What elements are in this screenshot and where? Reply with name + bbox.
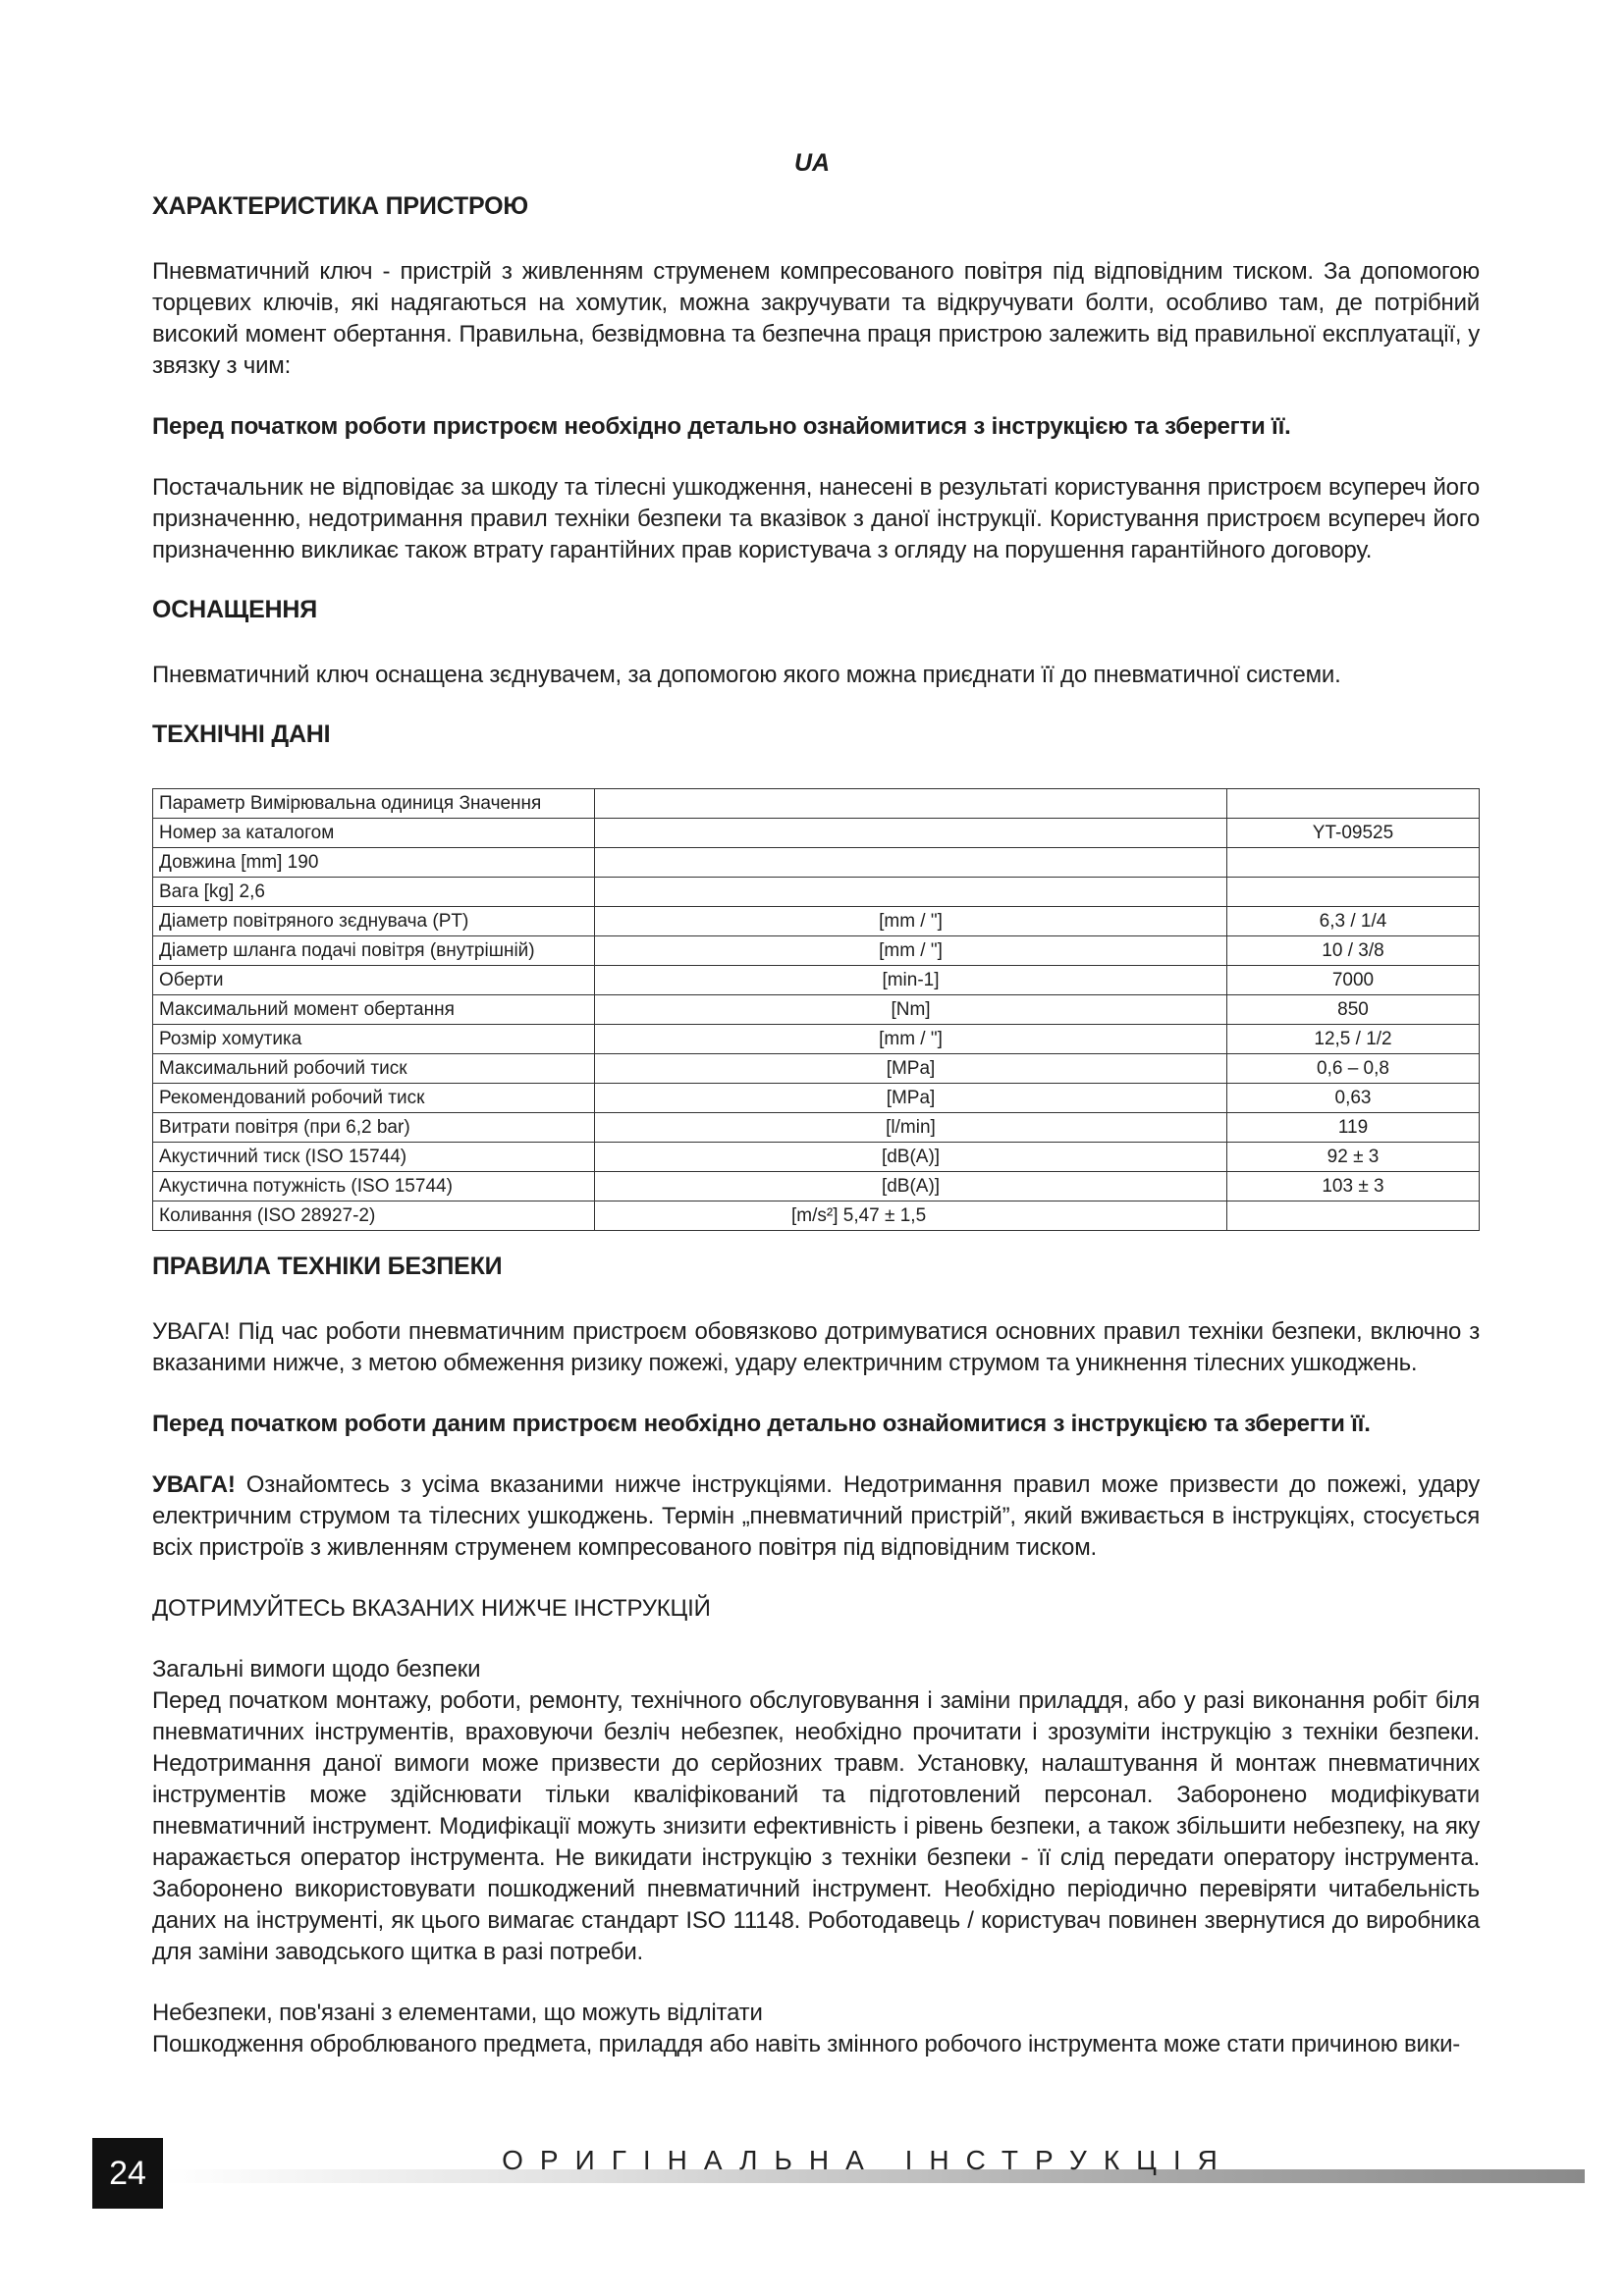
table-cell: [mm / "] [595, 936, 1227, 966]
page-number: 24 [92, 2138, 163, 2209]
table-cell: [min-1] [595, 966, 1227, 995]
table-cell: Розмір хомутика [153, 1025, 595, 1054]
table-cell: 850 [1227, 995, 1480, 1025]
language-code: UA [793, 149, 831, 177]
table-cell: Номер за каталогом [153, 819, 595, 848]
table-cell [595, 848, 1227, 878]
liability-note: Постачальник не відповідає за шкоду та тілесні ушкодження, нанесені в результаті користування пристроєм всупереч його призначенню, недотримання правил техніки безпеки та вказівок з даної інструкції. Користування пристроєм всупереч його призначенню викликає також втрату гарантійних прав користувача з огляду на порушення гарантійного договору. [152, 474, 1480, 563]
flying-parts-text: Пошкодження оброблюваного предмета, приладдя або навіть змінного робочого інструмента може стати причиною вики- [152, 2031, 1461, 2057]
table-cell: [dB(A)] [595, 1143, 1227, 1172]
table-cell: 119 [1227, 1113, 1480, 1143]
read-instructions-note: Перед початком роботи пристроєм необхідно детально ознайомитися з інструкцією та зберегти її. [152, 413, 1291, 440]
equipment-description: Пневматичний ключ оснащена зєднувачем, за допомогою якого можна приєднати її до пневматичної системи. [152, 662, 1341, 688]
table-cell: [mm / "] [595, 1025, 1227, 1054]
table-row [153, 1054, 1480, 1084]
table-cell: 12,5 / 1/2 [1227, 1025, 1480, 1054]
flying-parts-title: Небезпеки, пов'язані з елементами, що можуть відлітати [152, 2000, 763, 2026]
table-row [153, 848, 1480, 878]
table-cell: [l/min] [595, 1113, 1227, 1143]
table-cell: Коливання (ISO 28927-2) [153, 1201, 595, 1231]
follow-instructions-heading: ДОТРИМУЙТЕСЬ ВКАЗАНИХ НИЖЧЕ ІНСТРУКЦІЙ [152, 1595, 711, 1622]
footer-title: ОРИГІНАЛЬНА ІНСТРУКЦІЯ [502, 2145, 1234, 2175]
page-footer [92, 2138, 1585, 2209]
table-cell [595, 789, 1227, 819]
table-row [153, 1084, 1480, 1113]
page-content [152, 192, 1480, 2060]
table-cell: 0,63 [1227, 1084, 1480, 1113]
table-row [153, 1113, 1480, 1143]
table-row [153, 1201, 1480, 1231]
table-cell: [MPa] [595, 1084, 1227, 1113]
table-cell: Акустичний тиск (ISO 15744) [153, 1143, 595, 1172]
table-row [153, 1025, 1480, 1054]
table-row [153, 789, 1480, 819]
table-cell: Оберти [153, 966, 595, 995]
table-row [153, 878, 1480, 907]
table-cell: [dB(A)] [595, 1172, 1227, 1201]
table-cell: Довжина [mm] 190 [153, 848, 595, 878]
table-cell: Акустична потужність (ISO 15744) [153, 1172, 595, 1201]
table-cell: 103 ± 3 [1227, 1172, 1480, 1201]
attention-paragraph [152, 1469, 1480, 1564]
general-safety-title: Загальні вимоги щодо безпеки [152, 1656, 481, 1682]
table-cell: Діаметр шланга подачі повітря (внутрішній) [153, 936, 595, 966]
general-safety-text: Перед початком монтажу, роботи, ремонту, технічного обслуговування і заміни приладдя, або у разі виконання робіт біля пневматичних інструментів, враховуючи безліч небезпек, необхідно прочитати і зрозуміти інструкцію з техніки безпеки. Недотримання даної вимоги може призвести до серйозних травм. Установку, налаштування й монтаж пневматичних інструментів може здійснювати тільки кваліфікований та підготовлений персонал. Заборонено модифікувати пневматичний інструмент. Модифікації можуть знизити ефективність і рівень безпеки, а також збільшити небезпеку, на яку наражається оператор інструмента. Не викидати інструкцію з техніки безпеки - її слід передати оператору інструмента. Заборонено використовувати пошкоджений пневматичний інструмент. Необхідно періодично перевіряти читабельність даних на інструменті, як цього вимагає стандарт ISO 11148. Роботодавець / користувач повинен звернутися до виробника для заміни заводського щитка в разі потреби. [152, 1687, 1480, 1965]
table-cell: 10 / 3/8 [1227, 936, 1480, 966]
table-cell: Вага [kg] 2,6 [153, 878, 595, 907]
table-cell: 7000 [1227, 966, 1480, 995]
table-cell [1227, 878, 1480, 907]
table-cell [595, 819, 1227, 848]
device-description: Пневматичний ключ - пристрій з живленням струменем компресованого повітря під відповідним тиском. За допомогою торцевих ключів, які надягаються на хомутик, можна закручувати та відкручувати болти, особливо там, де потрібний високий момент обертання. Правильна, безвідмовна та безпечна праця пристрою залежить від правильної експлуатації, у звязку з чим: [152, 258, 1480, 379]
table-cell: [MPa] [595, 1054, 1227, 1084]
table-cell: [m/s²] 5,47 ± 1,5 [595, 1201, 1227, 1231]
table-cell [1227, 1201, 1480, 1231]
attention-text: Ознайомтесь з усіма вказаними нижче інструкціями. Недотримання правил може призвести до пожежі, удару електричним струмом та тілесних ушкоджень. Термін „пневматичний пристрій”, який вживається в інструкціях, стосується всіх пристроїв з живленням струменем компресованого повітря під відповідним тиском. [152, 1471, 1480, 1561]
table-cell: 92 ± 3 [1227, 1143, 1480, 1172]
section-title-tech-data: ТЕХНІЧНІ ДАНІ [152, 721, 331, 748]
attention-label: УВАГА! [152, 1471, 236, 1498]
table-row [153, 936, 1480, 966]
table-row [153, 1172, 1480, 1201]
table-cell [1227, 848, 1480, 878]
table-cell: Витрати повітря (при 6,2 bar) [153, 1113, 595, 1143]
section-title-equipment: ОСНАЩЕННЯ [152, 596, 318, 623]
table-cell: YT-09525 [1227, 819, 1480, 848]
table-cell: 6,3 / 1/4 [1227, 907, 1480, 936]
table-cell: [mm / "] [595, 907, 1227, 936]
safety-warning: УВАГА! Під час роботи пневматичним пристроєм обовязково дотримуватися основних правил техніки безпеки, включно з вказаними нижче, з метою обмеження ризику пожежі, удару електричним струмом та уникнення тілесних ушкоджень. [152, 1318, 1480, 1376]
table-row [153, 1143, 1480, 1172]
table-cell: Діаметр повітряного зєднувача (PT) [153, 907, 595, 936]
table-row [153, 819, 1480, 848]
table-row [153, 966, 1480, 995]
table-cell: [Nm] [595, 995, 1227, 1025]
table-cell: 0,6 – 0,8 [1227, 1054, 1480, 1084]
tech-data-table [152, 788, 1480, 1231]
table-row [153, 995, 1480, 1025]
table-cell: Максимальний робочий тиск [153, 1054, 595, 1084]
table-row [153, 907, 1480, 936]
table-cell [595, 878, 1227, 907]
table-cell [1227, 789, 1480, 819]
table-cell: Рекомендований робочий тиск [153, 1084, 595, 1113]
table-cell: Параметр Вимірювальна одиниця Значення [153, 789, 595, 819]
section-title-device: ХАРАКТЕРИСТИКА ПРИСТРОЮ [152, 192, 528, 220]
table-cell: Максимальний момент обертання [153, 995, 595, 1025]
section-title-safety: ПРАВИЛА ТЕХНІКИ БЕЗПЕКИ [152, 1253, 503, 1280]
read-instructions-note-2: Перед початком роботи даним пристроєм необхідно детально ознайомитися з інструкцією та зберегти її. [152, 1411, 1371, 1437]
